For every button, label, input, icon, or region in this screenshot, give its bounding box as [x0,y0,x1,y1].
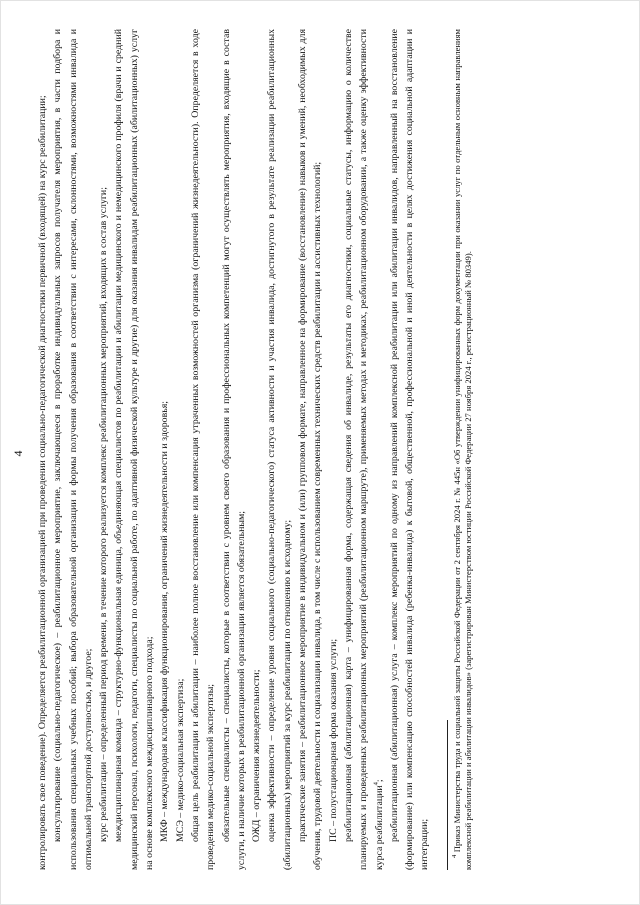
body-text [35,29,433,870]
paragraph-icf: МКФ – международная классификация функционирования, ограничений жизнедеятельности и здоровья; [159,401,171,842]
paragraph-rehab-course: курс реабилитации – определенный период времени, в течение которого реализуется комплекс реабилитационных мероприятий, входящих в состав услуги; [98,187,110,842]
footnote-reference-suffix: ; [373,779,385,783]
rehab-card-text: реабилитационная (абилитационная) карта – унифицированная форма, содержащая сведения об инвалиде, результаты его диагностики, социальные статусы, информацию о количестве планируемых и проведенных реабилитационных мероприятий (реабилитационном маршруте), применяемых методах и методиках, реабилитационном оборудовании, а также оценку эффективности курса реабилитации [342,29,385,870]
footnote-marker: 4 [450,854,458,858]
page-number: 4 [11,450,25,457]
paragraph-mandatory-specialists: обязательные специалисты – специалисты, которые в соответствии с уровнем своего образования и профессиональных компетенций могут осуществлять мероприятия, входящие в состав услуги, и наличие которых в реабилитационной организации является обязательным; [220,29,247,870]
paragraph-efficiency-assessment: оценка эффективности – определение уровня социального (социально-педагогического) статуса активности и участия инвалида, достигнутого в результате реализации реабилитационных (абилитационных) мероприятий за курс реабилитации по отношению к исходному; [266,29,293,870]
rotated-page-content [1,1,640,905]
paragraph-general-goal: общая цель реабилитации и абилитации – наиболее полное восстановление или компенсация утраченных возможностей организма (ограничений жизнедеятельности). Определяется в ходе проведения медико-социальной экспертизы; [189,29,217,870]
paragraph-ps: ПС – полустационарная форма оказания услуги; [327,638,339,842]
footnote-text [452,29,474,870]
footnote-reference: 4 [372,782,380,786]
paragraph-mse: МСЭ – медико-социальная экспертиза; [174,678,186,842]
paragraph-consulting: консультирование (социально-педагогическое) – реабилитационное мероприятие, заключающееся в проработке индивидуальных запросов получателя мероприятия, в части подбора и использования специальных учебных пособий; выбора образовательной организации и формы получения образования в соответствии с интересами, склонностями, возможностями инвалида и оптимальной транспортной доступностью, и другое; [52,29,94,870]
paragraph-interdisciplinary-team: междисциплинарная команда – структурно-функциональная единица, объединяющая специалистов по реабилитации и абилитации медицинского и немедицинского профиля (врачи и средний медицинский персонал, психологи, педагоги, специалисты по социальной работе, по адаптивной физической культуре и другие) для оказания инвалидам реабилитационных (абилитационных) услуг на основе комплексного междисциплинарного подхода; [113,29,156,870]
paragraph-rehab-service: реабилитационная (абилитационная) услуга – комплекс мероприятий по одному из направлений комплексной реабилитации или абилитации инвалидов, направленный на восстановление (формирование) или компенсацию способностей инвалида (ребенка-инвалида) к бытовой, общественной, профессиональной и иной деятельности в целях достижения социальной адаптации и интеграции; [388,29,431,870]
paragraph-rehab-card [341,29,387,870]
paragraph-ozhd: ОЖД – ограничения жизнедеятельности; [251,669,263,842]
paragraph-intro-continuation: контролировать свое поведение). Определяется реабилитационной организацией при проведении социально-педагогической диагностики первичной (входящей) на курс реабилитации; [37,95,48,870]
paragraph-practical-classes: практические занятия – реабилитационное мероприятие в индивидуальном и (или) групповом формате, направленное на формирование (восстановление) навыков и умений, необходимых для обучения, трудовой деятельности и социализации инвалида, в том числе с использованием современных технических средств реабилитации и ассистивных технологий; [297,29,324,870]
footnote-separator [447,720,448,870]
footnote-body: Приказ Министерства труда и социальной защиты Российской Федерации от 2 сентября 2024 г. № 445н «Об утверждении унифицированных форм документации при оказании услуг по отдельным основным направлениям комплексной реабилитации и абилитации инвалидов» (зарегистрирован Министерством юстиции Российской Федерации 27 ноября 2024 г., регистрационный № 80349). [451,29,473,870]
footnote [452,29,474,870]
